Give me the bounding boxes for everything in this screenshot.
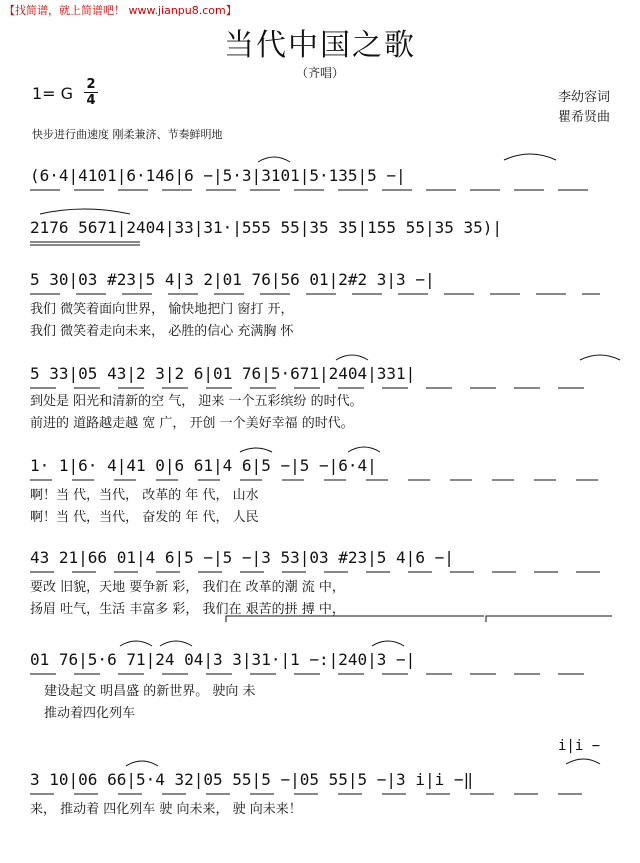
system-1-notes: (6·4|4101|6·146|6 −|5·3|3101|5·135|5 −| bbox=[30, 166, 406, 185]
system-6-lyric-2: 扬眉 吐气，生活 丰富多 彩， 我们在 艰苦的拼 搏 中， bbox=[30, 602, 345, 617]
system-7-notes: 01 76|5·6 71|24 04|3 3|31·|1 −:|240|3 −| bbox=[30, 650, 416, 669]
slur bbox=[580, 355, 620, 360]
system-4-lyric-2: 前进的 道路越走越 宽 广， 开创 一个美好幸福 的时代。 bbox=[30, 416, 354, 431]
system-3-lyric-1: 我们 微笑着面向世界， 愉快地把门 窗打 开， bbox=[30, 302, 294, 317]
slur bbox=[160, 641, 192, 646]
system-6-notes: 43 21|66 01|4 6|5 −|5 −|3 53|03 #23|5 4|6 −| bbox=[30, 548, 454, 567]
slur bbox=[504, 154, 556, 160]
system-2-notes: 2176 5671|2404|33|31·|555 55|35 35|155 55|35 35)| bbox=[30, 218, 503, 237]
key-signature: 1= G bbox=[32, 84, 74, 103]
time-signature-bottom: 4 bbox=[86, 93, 96, 108]
volta-bracket-2 bbox=[486, 616, 612, 622]
site-banner[interactable]: 【找简谱，就上简谱吧！ www.jianpu8.com】 bbox=[4, 4, 237, 17]
system-6-lyric-1: 要改 旧貌，天地 要争新 彩， 我们在 改革的潮 流 中， bbox=[30, 580, 345, 595]
slur bbox=[126, 761, 158, 766]
system-4-notes: 5 33|05 43|2 3|2 6|01 76|5·671|2404|331| bbox=[30, 364, 416, 383]
lyricist-credit: 李幼容词 bbox=[557, 90, 610, 105]
system-8-upper-voice: i|i − bbox=[558, 738, 601, 754]
slur bbox=[348, 447, 380, 452]
slur bbox=[120, 641, 152, 646]
volta-bracket-1 bbox=[226, 616, 484, 622]
system-7-lyric-2: 推动着四化列车 bbox=[44, 706, 136, 721]
song-subtitle: （齐唱） bbox=[295, 66, 344, 80]
system-3-lyric-2: 我们 微笑着走向未来， 必胜的信心 充满胸 怀 bbox=[30, 324, 294, 339]
slur bbox=[240, 448, 272, 452]
system-7-lyric-1: 建设起文 明昌盛 的新世界。 驶向 未 bbox=[44, 684, 256, 699]
slur bbox=[258, 157, 290, 162]
system-8-notes: 3 10|06 66|5·4 32|05 55|5 −|05 55|5 −|3 i|i −‖ bbox=[30, 770, 474, 789]
system-3-notes: 5 30|03 #23|5 4|3 2|01 76|56 01|2#2 3|3 −| bbox=[30, 270, 435, 289]
slur bbox=[566, 759, 600, 764]
system-4-lyric-1: 到处是 阳光和清新的空 气， 迎来 一个五彩缤纷 的时代。 bbox=[30, 394, 363, 409]
slur bbox=[336, 355, 368, 360]
time-signature-top: 2 bbox=[86, 77, 96, 92]
composer-credit: 瞿希贤曲 bbox=[557, 110, 610, 125]
system-5-notes: 1· 1|6· 4|41 0|6 61|4 6|5 −|5 −|6·4| bbox=[30, 456, 377, 475]
slur bbox=[372, 641, 404, 646]
system-8-lyric-1: 来， 推动着 四化列车 驶 向未来， 驶 向未来！ bbox=[30, 802, 302, 817]
tempo-marking: 快步进行曲速度 刚柔兼济、节奏鲜明地 bbox=[32, 128, 223, 141]
system-5-lyric-1: 啊！当 代，当代， 改革的 年 代， 山水 bbox=[30, 488, 259, 503]
slur bbox=[40, 209, 130, 214]
song-title: 当代中国之歌 bbox=[224, 28, 416, 63]
system-5-lyric-2: 啊！当 代，当代， 奋发的 年 代， 人民 bbox=[30, 510, 259, 525]
